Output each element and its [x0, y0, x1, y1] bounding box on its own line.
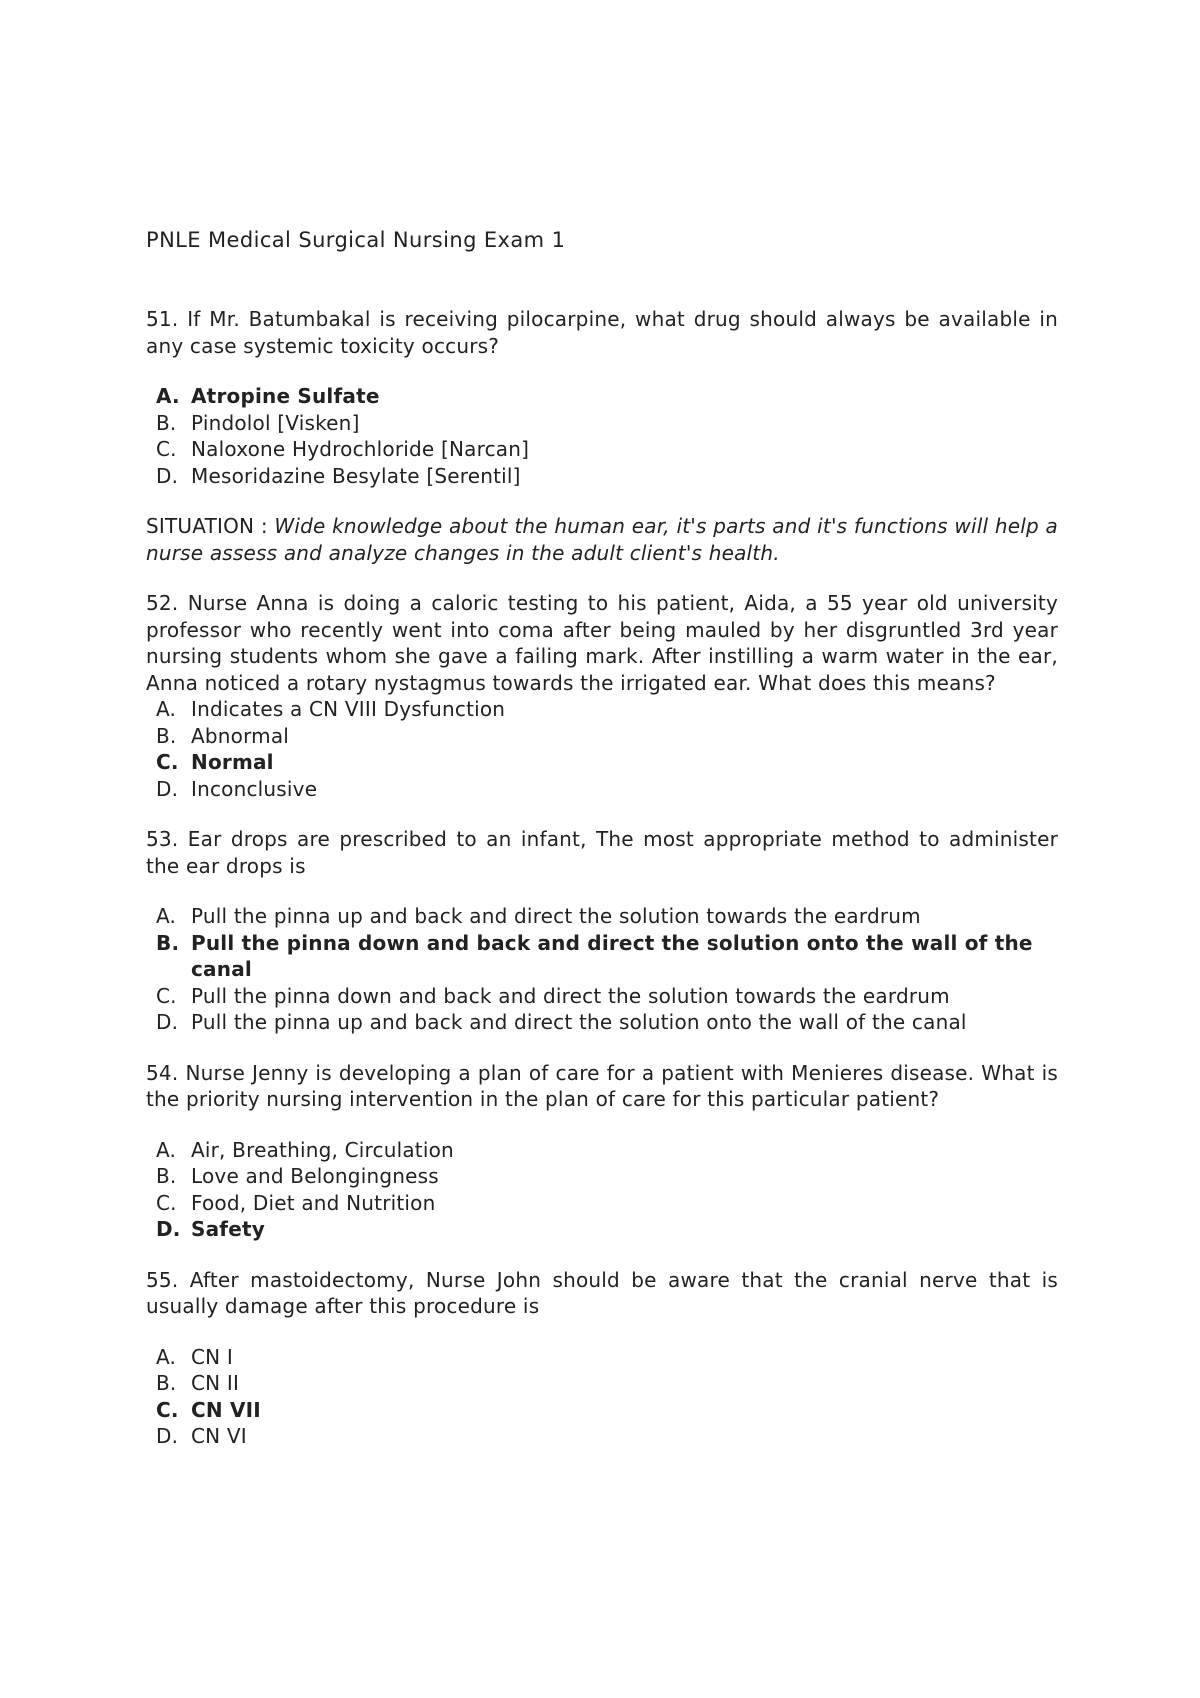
option-text: Love and Belongingness [191, 1164, 439, 1188]
option-letter: D. [156, 1217, 181, 1241]
question-stem: If Mr. Batumbakal is receiving pilocarpine, what drug should always be available in any case systemic toxicity occurs? [146, 307, 1058, 358]
option-letter: C. [156, 750, 179, 774]
option-b [146, 930, 1058, 983]
option-letter: C. [156, 1190, 177, 1215]
option-letter: D. [156, 1010, 179, 1034]
option-c [146, 1190, 1058, 1217]
option-letter: B. [156, 410, 177, 435]
option-text: Safety [191, 1217, 265, 1241]
option-letter: B. [156, 930, 180, 955]
option-text: Normal [191, 750, 274, 774]
question-53-text [146, 826, 1058, 879]
option-letter: A. [156, 1137, 177, 1162]
page-title: PNLE Medical Surgical Nursing Exam 1 [146, 228, 566, 252]
question-51-text [146, 306, 1058, 359]
question-54-text [146, 1060, 1058, 1113]
option-b [146, 1370, 1058, 1397]
option-letter: A. [156, 1344, 177, 1369]
option-d [146, 463, 1058, 490]
question-52-options [146, 696, 1058, 802]
option-b [146, 410, 1058, 437]
question-52-text [146, 590, 1058, 696]
option-text: Pindolol [Visken] [191, 410, 360, 435]
question-stem: Nurse Jenny is developing a plan of care for a patient with Menieres disease. What is the priority nursing intervention in the plan of care for this particular patient? [146, 1060, 1058, 1111]
option-d [146, 1423, 1058, 1450]
question-54-options [146, 1137, 1058, 1243]
option-letter: C. [156, 437, 177, 461]
option-a [146, 1137, 1058, 1164]
option-text: CN I [191, 1344, 233, 1369]
question-51-options [146, 383, 1058, 489]
option-letter: B. [156, 723, 177, 748]
option-text: Pull the pinna up and back and direct the solution towards the eardrum [191, 904, 921, 928]
question-number: 51. [146, 307, 179, 331]
question-number: 52. [146, 591, 179, 615]
question-number: 55. [146, 1267, 179, 1292]
option-text: Pull the pinna down and back and direct the solution onto the wall of the canal [191, 930, 1033, 981]
situation-text: Wide knowledge about the human ear, it's parts and it's functions will help a nurse assess and analyze changes in the adult client's health. [146, 514, 1058, 565]
question-number: 53. [146, 827, 179, 851]
option-text: Food, Diet and Nutrition [191, 1190, 436, 1215]
option-text: Indicates a CN VIII Dysfunction [191, 697, 506, 721]
option-text: Pull the pinna up and back and direct the solution onto the wall of the canal [191, 1010, 967, 1034]
option-letter: D. [156, 776, 179, 801]
option-text: Naloxone Hydrochloride [Narcan] [191, 437, 530, 461]
option-letter: D. [156, 463, 179, 488]
option-a [146, 696, 1058, 723]
question-number: 54. [146, 1060, 179, 1085]
option-c [146, 983, 1058, 1010]
option-text: Air, Breathing, Circulation [191, 1137, 454, 1162]
option-letter: A. [156, 384, 180, 408]
question-stem: Ear drops are prescribed to an infant, The most appropriate method to administer the ear drops is [146, 827, 1058, 878]
option-letter: C. [156, 983, 177, 1008]
option-text: Pull the pinna down and back and direct the solution towards the eardrum [191, 983, 950, 1008]
option-text: CN II [191, 1371, 240, 1395]
option-letter: B. [156, 1164, 177, 1188]
option-text: Abnormal [191, 723, 290, 748]
option-text: Mesoridazine Besylate [Serentil] [191, 463, 521, 488]
option-b [146, 723, 1058, 750]
option-letter: A. [156, 904, 177, 928]
option-letter: A. [156, 697, 177, 721]
option-text: CN VI [191, 1424, 247, 1448]
option-a [146, 1344, 1058, 1371]
option-a [146, 383, 1058, 410]
situation-label: SITUATION : [146, 514, 275, 538]
option-letter: D. [156, 1424, 179, 1448]
question-55-text [146, 1267, 1058, 1320]
option-text: Inconclusive [191, 776, 318, 801]
question-55-options [146, 1344, 1058, 1450]
option-d [146, 1009, 1058, 1036]
option-d [146, 776, 1058, 803]
option-a [146, 903, 1058, 930]
question-stem: After mastoidectomy, Nurse John should be aware that the cranial nerve that is usually damage after this procedure is [146, 1267, 1058, 1318]
option-text: Atropine Sulfate [191, 384, 380, 408]
situation-paragraph [146, 513, 1058, 566]
option-c [146, 1397, 1058, 1424]
question-stem: Nurse Anna is doing a caloric testing to his patient, Aida, a 55 year old university professor who recently went into coma after being mauled by her disgruntled 3rd year nursing students whom she gave a failing mark. After instilling a warm water in the ear, Anna noticed a rotary nystagmus towards the irrigated ear. What does this means? [146, 591, 1059, 695]
document-page [146, 226, 1058, 1450]
question-53-options [146, 903, 1058, 1036]
option-text: CN VII [191, 1397, 261, 1422]
option-c [146, 436, 1058, 463]
option-letter: C. [156, 1397, 179, 1422]
option-letter: B. [156, 1371, 177, 1395]
option-c [146, 749, 1058, 776]
option-d [146, 1216, 1058, 1243]
option-b [146, 1163, 1058, 1190]
